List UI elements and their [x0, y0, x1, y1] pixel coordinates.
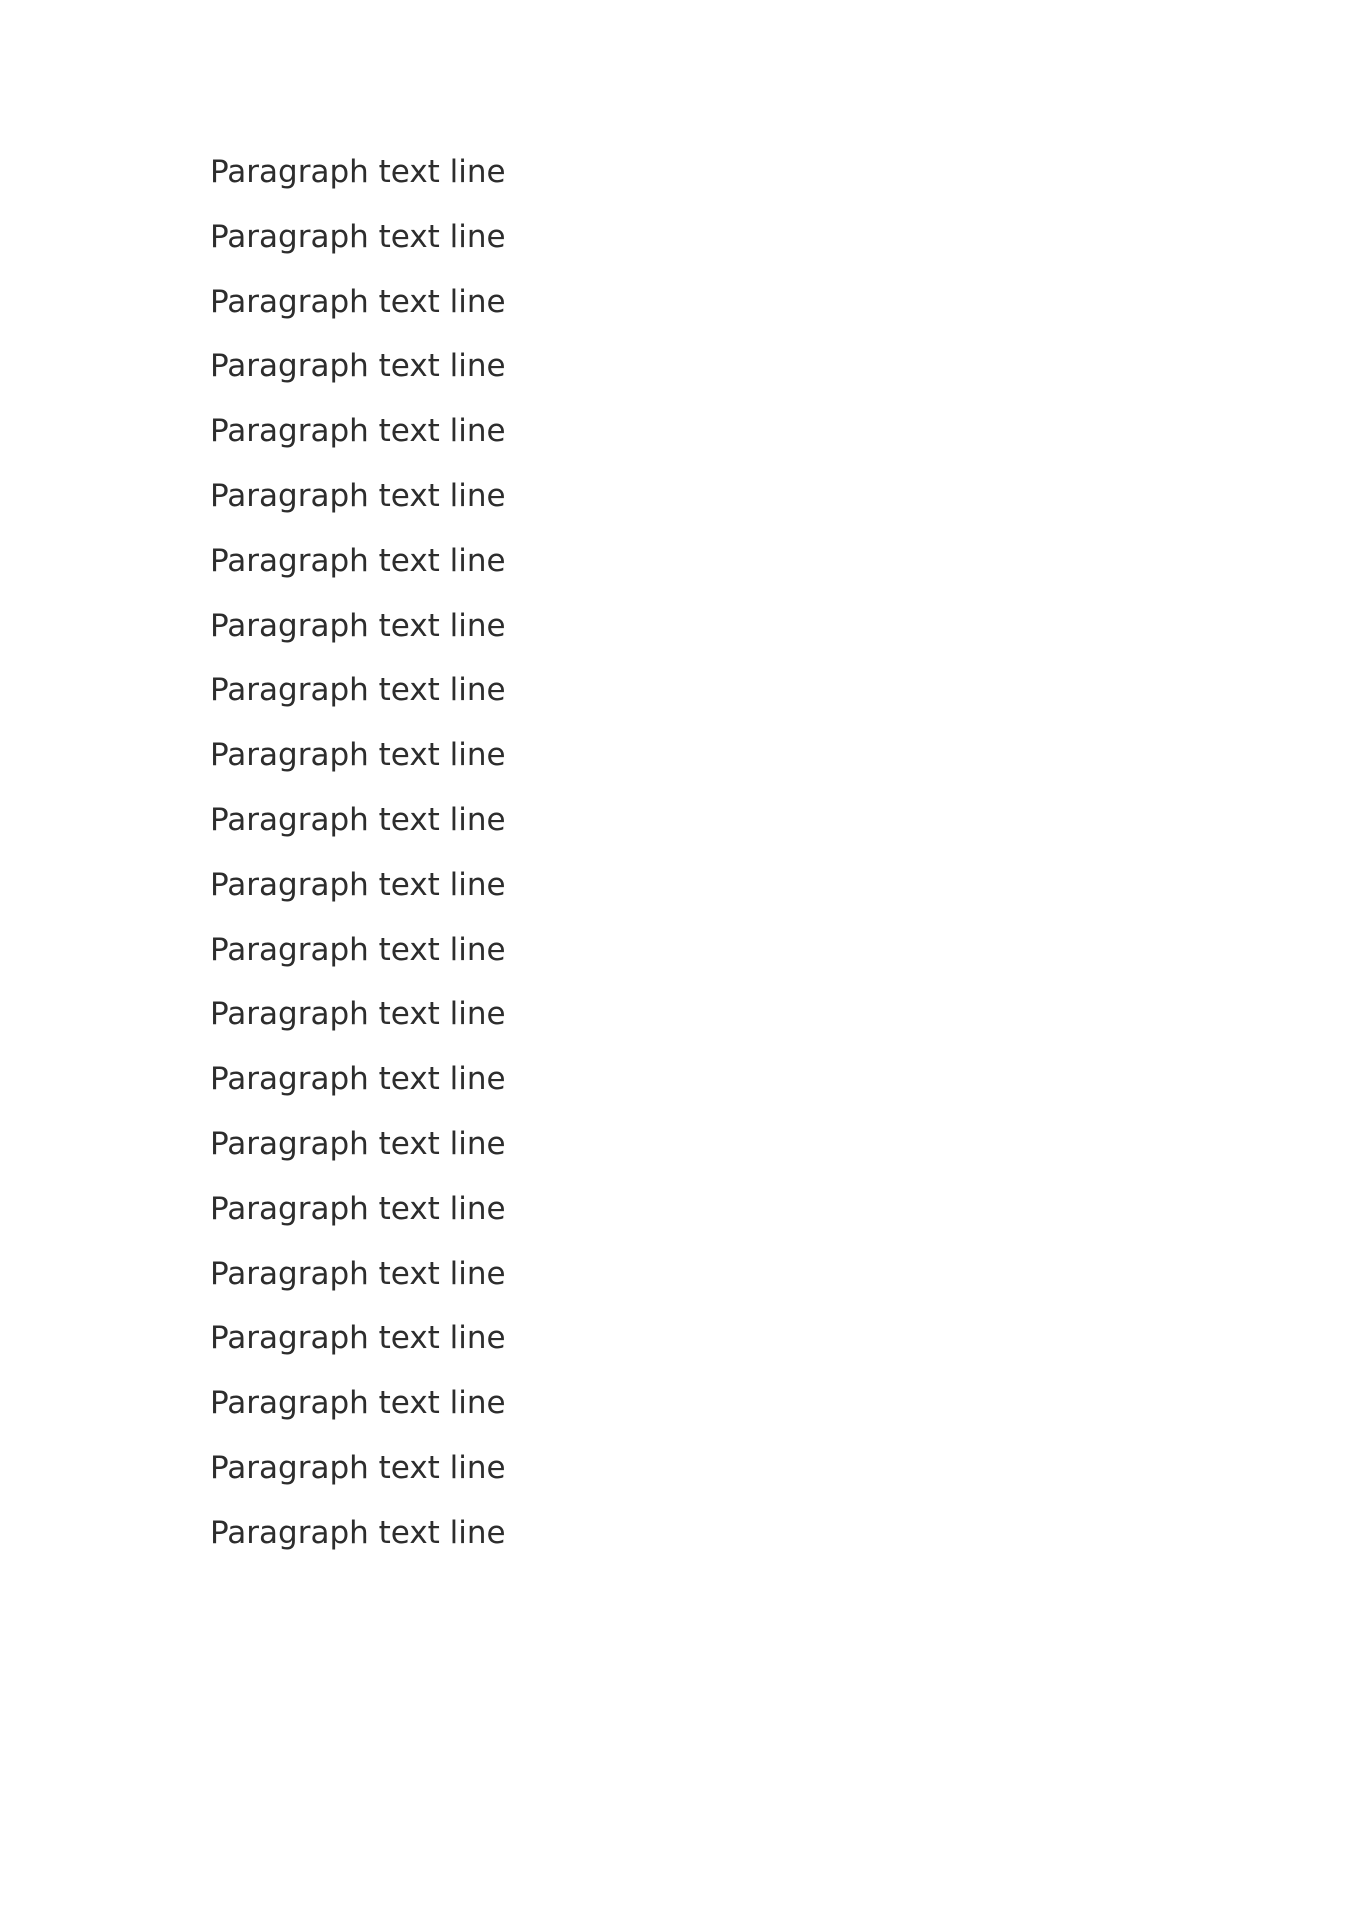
document-body	[210, 140, 1170, 1566]
text-line: Paragraph text line	[210, 1190, 506, 1227]
text-line: Paragraph text line	[210, 607, 506, 644]
text-line: Paragraph text line	[210, 154, 506, 190]
text-line: Paragraph text line	[210, 348, 506, 385]
text-line: Paragraph text line	[210, 737, 506, 774]
text-line: Paragraph text line	[210, 866, 506, 903]
text-line: Paragraph text line	[210, 672, 506, 709]
text-line: Paragraph text line	[210, 283, 506, 320]
text-line: Paragraph text line	[210, 1125, 506, 1162]
text-line: Paragraph text line	[210, 542, 506, 579]
text-line: Paragraph text line	[210, 1385, 506, 1422]
text-line: Paragraph text line	[210, 1255, 506, 1292]
text-line: Paragraph text line	[210, 801, 506, 838]
text-line: Paragraph text line	[210, 413, 506, 450]
text-line: Paragraph text line	[210, 931, 506, 968]
text-line: Paragraph text line	[210, 1449, 506, 1486]
text-line: Paragraph text line	[210, 477, 506, 514]
text-line: Paragraph text line	[210, 996, 506, 1033]
text-line: Paragraph text line	[210, 1061, 506, 1098]
text-line: Paragraph text line	[210, 218, 506, 255]
text-line: Paragraph text line	[210, 1514, 506, 1551]
text-line: Paragraph text line	[210, 1320, 506, 1357]
